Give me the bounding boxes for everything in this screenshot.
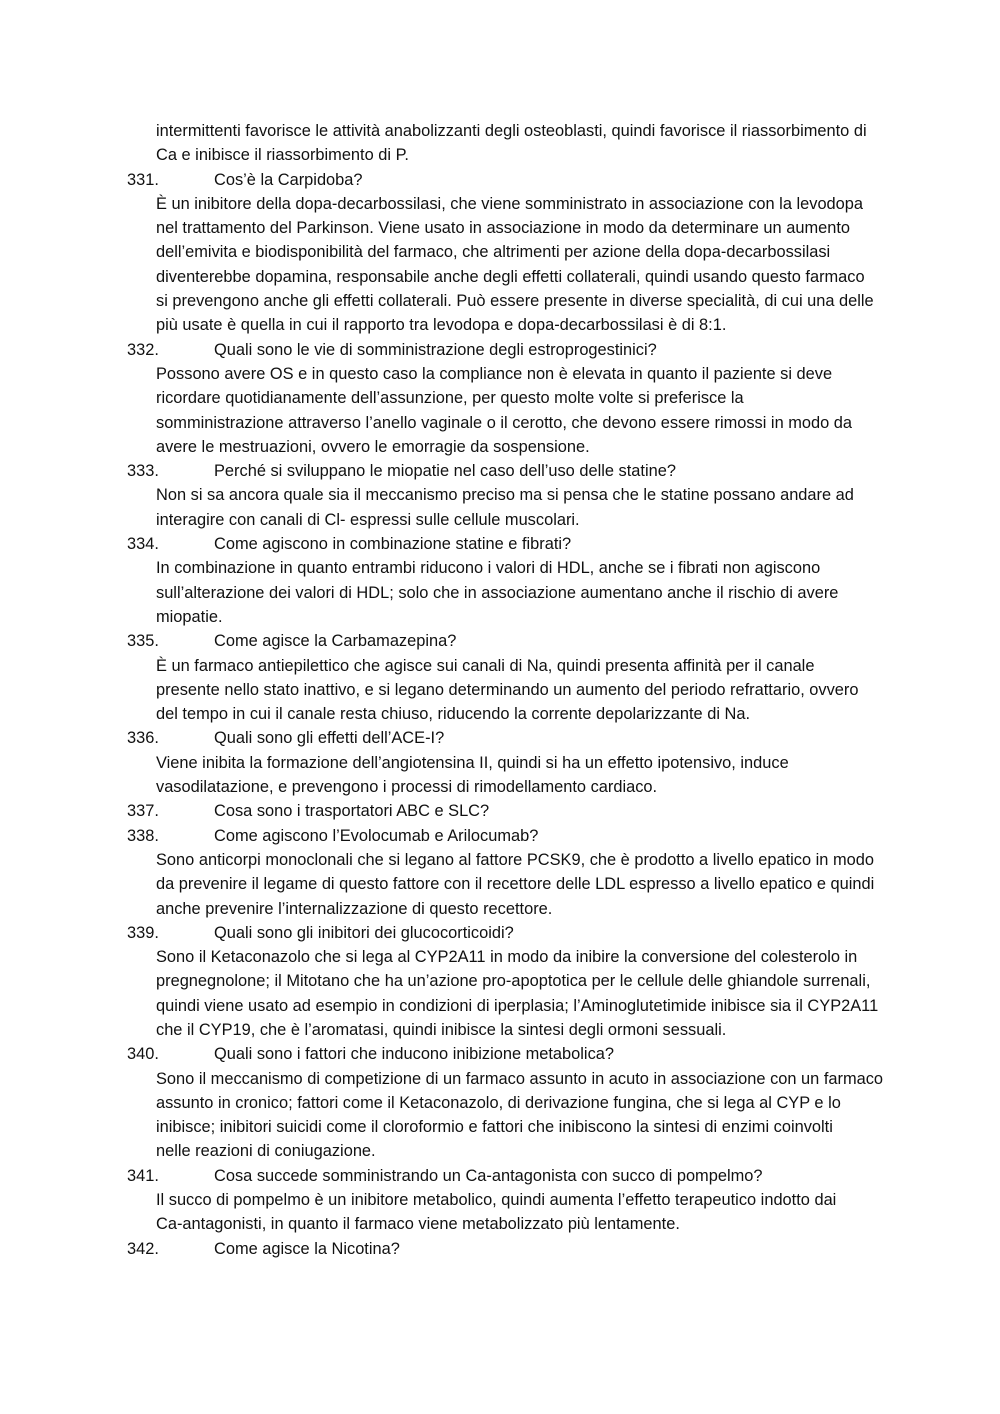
question-number: 340. xyxy=(127,1045,159,1064)
answer-line: assunto in cronico; fattori come il Ketaconazolo, di derivazione fungina, che si lega al CYP e lo xyxy=(156,1093,841,1112)
answer-line: somministrazione attraverso l’anello vaginale o il cerotto, che devono essere rimossi in modo da xyxy=(156,413,853,432)
question-line xyxy=(127,168,917,192)
question-text: Cosa sono i trasportatori ABC e SLC? xyxy=(214,802,490,821)
question-text: Quali sono gli effetti dell’ACE-I? xyxy=(214,729,445,748)
answer-line: Possono avere OS e in questo caso la compliance non è elevata in quanto il paziente si deve xyxy=(156,364,833,383)
intro-line: intermittenti favorisce le attività anabolizzanti degli osteoblasti, quindi favorisce il riassorbimento di xyxy=(156,122,867,140)
question-line xyxy=(127,459,917,483)
question-item xyxy=(127,921,917,1042)
answer-line: che il CYP19, che è l’aromatasi, quindi inibisce la sintesi degli ormoni sessuali. xyxy=(156,1020,727,1039)
question-text: Come agiscono l’Evolocumab e Arilocumab? xyxy=(214,826,539,845)
answer-line: quindi viene usato ad esempio in condizioni di iperplasia; l’Aminoglutetimide inibisce sia il CYP2A11 xyxy=(156,996,879,1015)
question-item xyxy=(127,629,917,726)
question-line xyxy=(127,629,917,653)
question-number: 332. xyxy=(127,340,159,359)
question-line xyxy=(127,1042,917,1066)
question-text: Cos’è la Carpidoba? xyxy=(214,170,363,189)
answer-line: È un inibitore della dopa-decarbossilasi, che viene somministrato in associazione con la levodopa xyxy=(156,194,864,213)
question-number: 342. xyxy=(127,1239,159,1258)
answer-line: diventerebbe dopamina, responsabile anche degli effetti collaterali, quindi usando questo farmaco xyxy=(156,267,865,286)
answer-line: ricordare quotidianamente dell’assunzione, per questo molte volte si preferisce la xyxy=(156,389,744,408)
answer-line: In combinazione in quanto entrambi riducono i valori di HDL, anche se i fibrati non agiscono xyxy=(156,559,821,578)
answer-line: dell’emivita e biodisponibilità del farmaco, che altrimenti per azione della dopa-decarbossilasi xyxy=(156,243,831,262)
question-number: 333. xyxy=(127,462,159,481)
answer-line: Viene inibita la formazione dell’angiotensina II, quindi si ha un effetto ipotensivo, induce xyxy=(156,753,789,772)
answer-line: avere le mestruazioni, ovvero le emorragie da sospensione. xyxy=(156,437,590,456)
question-line xyxy=(127,532,917,556)
question-line xyxy=(127,921,917,945)
question-line xyxy=(127,1164,917,1188)
question-item xyxy=(127,1164,917,1237)
question-text: Come agiscono in combinazione statine e fibrati? xyxy=(214,535,572,554)
answer-line: del tempo in cui il canale resta chiuso, riducendo la corrente depolarizzante di Na. xyxy=(156,705,751,724)
answer-line: presente nello stato inattivo, e si legano determinando un aumento del periodo refrattario, ovvero xyxy=(156,680,859,699)
question-text: Quali sono le vie di somministrazione degli estroprogestinici? xyxy=(214,340,657,359)
question-item xyxy=(127,168,917,338)
question-number: 334. xyxy=(127,535,159,554)
answer-line: Ca-antagonisti, in quanto il farmaco viene metabolizzato più lentamente. xyxy=(156,1215,680,1234)
document-body xyxy=(127,119,917,1261)
question-item xyxy=(127,459,917,532)
question-item xyxy=(127,824,917,921)
question-text: Perché si sviluppano le miopatie nel caso dell’uso delle statine? xyxy=(214,462,676,481)
question-number: 337. xyxy=(127,802,159,821)
question-number: 339. xyxy=(127,923,159,942)
answer-line: più usate è quella in cui il rapporto tra levodopa e dopa-decarbossilasi è di 8:1. xyxy=(156,316,727,335)
question-line xyxy=(127,338,917,362)
question-text: Quali sono i fattori che inducono inibizione metabolica? xyxy=(214,1045,614,1064)
question-text: Come agisce la Nicotina? xyxy=(214,1239,400,1258)
question-list xyxy=(127,168,917,1261)
answer-line: Non si sa ancora quale sia il meccanismo preciso ma si pensa che le statine possano andare ad xyxy=(156,486,854,505)
answer-line: nel trattamento del Parkinson. Viene usato in associazione in modo da determinare un aumento xyxy=(156,219,850,238)
question-number: 335. xyxy=(127,632,159,651)
question-number: 331. xyxy=(127,170,159,189)
question-item xyxy=(127,1042,917,1163)
question-line xyxy=(127,726,917,750)
question-text: Come agisce la Carbamazepina? xyxy=(214,632,457,651)
intro-paragraph xyxy=(127,119,917,168)
answer-line: anche prevenire l’internalizzazione di questo recettore. xyxy=(156,899,553,918)
answer-line: si prevengono anche gli effetti collaterali. Può essere presente in diverse specialità, di cui una delle xyxy=(156,292,874,311)
question-item xyxy=(127,1237,917,1261)
answer-line: Sono il Ketaconazolo che si lega al CYP2A11 in modo da inibire la conversione del colesterolo in xyxy=(156,948,858,967)
answer-line: sull’alterazione dei valori di HDL; solo che in associazione aumentano anche il rischio di avere xyxy=(156,583,839,602)
answer-line: pregnegnolone; il Mitotano che ha un’azione pro-apoptotica per le cellule delle ghiandole surrenali, xyxy=(156,972,871,991)
question-item xyxy=(127,726,917,799)
question-item xyxy=(127,799,917,823)
answer-line: interagire con canali di Cl- espressi sulle cellule muscolari. xyxy=(156,510,580,529)
answer-line: vasodilatazione, e prevengono i processi di rimodellamento cardiaco. xyxy=(156,778,658,797)
question-item xyxy=(127,338,917,459)
answer-line: Sono anticorpi monoclonali che si legano al fattore PCSK9, che è prodotto a livello epatico in modo xyxy=(156,850,874,869)
answer-line: inibisce; inibitori suicidi come il cloroformio e fattori che inibiscono la sintesi di enzimi coinvolti xyxy=(156,1118,833,1137)
question-number: 338. xyxy=(127,826,159,845)
answer-line: Sono il meccanismo di competizione di un farmaco assunto in acuto in associazione con un farmaco xyxy=(156,1069,884,1088)
answer-line: nelle reazioni di coniugazione. xyxy=(156,1142,376,1161)
question-text: Quali sono gli inibitori dei glucocorticoidi? xyxy=(214,923,514,942)
answer-line: miopatie. xyxy=(156,607,223,626)
answer-line: Il succo di pompelmo è un inibitore metabolico, quindi aumenta l’effetto terapeutico indotto dai xyxy=(156,1191,837,1210)
question-number: 341. xyxy=(127,1166,159,1185)
intro-line: Ca e inibisce il riassorbimento di P. xyxy=(156,146,409,165)
question-line xyxy=(127,799,917,823)
question-text: Cosa succede somministrando un Ca-antagonista con succo di pompelmo? xyxy=(214,1166,763,1185)
question-number: 336. xyxy=(127,729,159,748)
answer-line: da prevenire il legame di questo fattore con il recettore delle LDL espresso a livello epatico e quindi xyxy=(156,875,875,894)
question-item xyxy=(127,532,917,629)
question-line xyxy=(127,1237,917,1261)
answer-line: È un farmaco antiepilettico che agisce sui canali di Na, quindi presenta affinità per il canale xyxy=(156,656,815,675)
question-line xyxy=(127,824,917,848)
